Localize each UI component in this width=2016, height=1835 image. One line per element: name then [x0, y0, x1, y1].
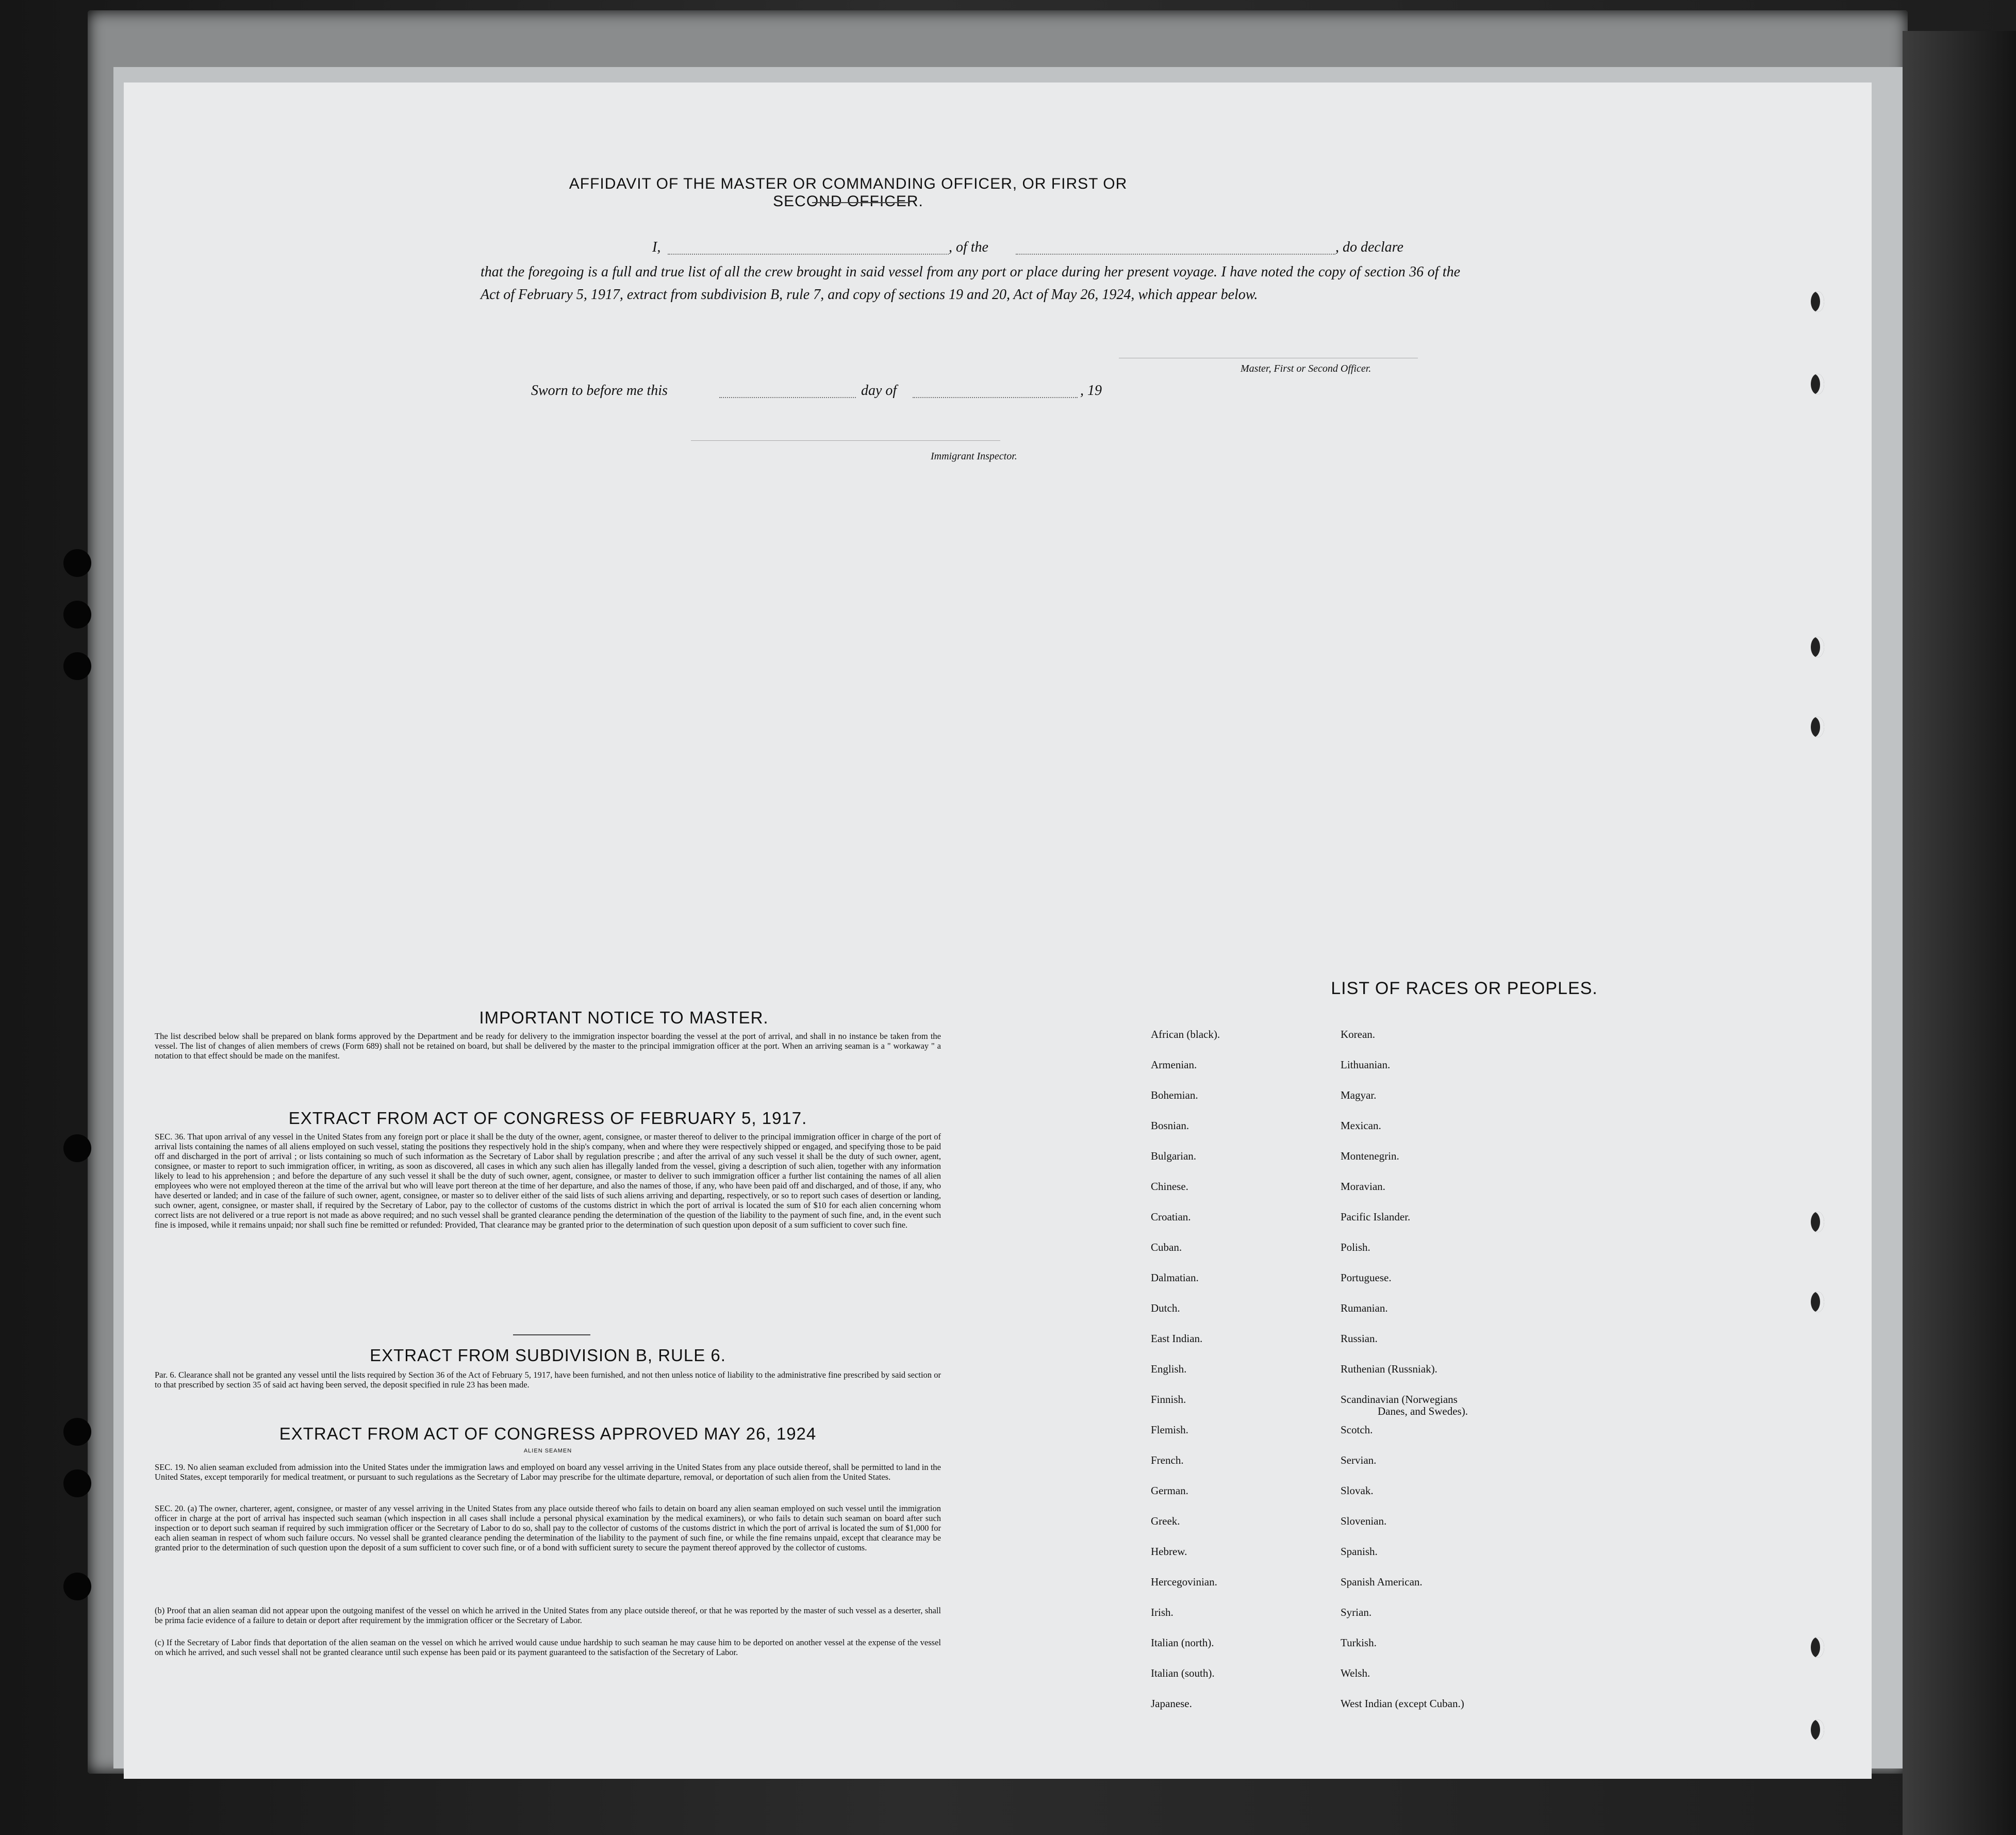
punch-hole — [63, 1573, 91, 1600]
race-item: East Indian. — [1151, 1332, 1203, 1345]
race-item: Turkish. — [1341, 1636, 1377, 1649]
race-item: Polish. — [1341, 1241, 1370, 1253]
extract-1924-sec19: SEC. 19. No alien seaman excluded from admission into the United States under the immigration laws and employed on board any vessel arriving in the United States from any place outside thereof, shall be permitted to land in the United States, except temporarily for medical treatment, or pursuant to such regulations as the Secretary of Labor may prescribe for the ultimate departure, removal, or deportation of such alien from the United States. — [155, 1462, 941, 1482]
binder-tab — [1811, 374, 1824, 394]
affidavit-line1 — [485, 236, 1464, 259]
notice-body: The list described below shall be prepared on blank forms approved by the Department and be ready for delivery to the immigration inspector boarding the vessel at the port of arrival, and shall in no instance be taken from the vessel. The list of changes of alien members of crews (Form 689) shall not be retained on board, but shall be delivered by the master to the principal immigration officer at the port. When an arriving seaman is a " workaway " a notation to that effect should be made on the manifest. — [155, 1031, 941, 1061]
extract-1924-sec20a: SEC. 20. (a) The owner, charterer, agent, consignee, or master of any vessel arriving in the United States from any place outside thereof who fails to detain on board any alien seaman employed on such vessel until the immigration officer in charge at the port of arrival has inspected such seaman (which inspection in all cases shall include a personal physical examination by the medical examiners), or who fails to detain such seaman on board after such inspection or to deport such seaman if required by such immigration officer or the Secretary of Labor to do so, shall pay to the collector of customs of the customs district in which the port of arrival is located the sum of $1,000 for each alien seaman in respect of whom such failure occurs. No vessel shall be granted clearance pending the determination of the liability to the payment of such fine, or while the fine remains unpaid, except that clearance may be granted prior to the determination of such question upon the deposit of a sum sufficient to cover such fine, or of a bond with sufficient surety to secure the payment thereof approved by the collector of customs. — [155, 1503, 941, 1552]
section-rule — [513, 1334, 590, 1335]
race-item-continuation: Danes, and Swedes). — [1378, 1405, 1468, 1417]
binder-tab — [1811, 291, 1824, 312]
race-item: Croatian. — [1151, 1211, 1191, 1223]
master-caption: Master, First or Second Officer. — [1241, 363, 1371, 374]
binder-tab — [1811, 717, 1824, 737]
binder-tab — [1811, 1212, 1824, 1232]
inspector-caption: Immigrant Inspector. — [931, 451, 1017, 462]
race-item: Mexican. — [1341, 1119, 1381, 1132]
affidavit-body: that the foregoing is a full and true list of all the crew brought in said vessel from any port or place during her present voyage. I have noted the copy of section 36 of the Act of February 5, 1917, extract from subdivision B, rule 7, and copy of sections 19 and 20, Act of May 26, 1924, which appear below. — [481, 264, 1460, 303]
vessel-field[interactable] — [1016, 254, 1335, 255]
affidavit-declare: , do declare — [1335, 239, 1403, 255]
sworn-line — [531, 379, 1253, 402]
punch-hole — [63, 652, 91, 680]
race-item: Magyar. — [1341, 1089, 1377, 1101]
extract-rule6-title: EXTRACT FROM SUBDIVISION B, RULE 6. — [370, 1346, 726, 1365]
race-item: Dutch. — [1151, 1302, 1180, 1314]
race-item: Lithuanian. — [1341, 1059, 1391, 1071]
scan-edge-strip — [1903, 31, 2016, 1835]
race-item: Scotch. — [1341, 1424, 1373, 1436]
race-item: Italian (south). — [1151, 1667, 1215, 1679]
race-item: Montenegrin. — [1341, 1150, 1399, 1162]
day-field[interactable] — [719, 397, 856, 398]
race-item: Cuban. — [1151, 1241, 1182, 1253]
affidavit-i: I, — [652, 239, 661, 255]
affidavit-page — [124, 82, 1872, 1779]
affidavit-title: AFFIDAVIT OF THE MASTER OR COMMANDING OFFICER, OR FIRST OR SECOND OFFICER. — [569, 175, 1128, 210]
race-item: Flemish. — [1151, 1424, 1188, 1436]
race-item: Bosnian. — [1151, 1119, 1189, 1132]
race-item: Hercegovinian. — [1151, 1576, 1217, 1588]
race-item: Spanish American. — [1341, 1576, 1423, 1588]
extract-1924-sec20b: (b) Proof that an alien seaman did not appear upon the outgoing manifest of the vessel on which he arrived in the United States from any place outside thereof, or that he was reported by the master of such vessel as a deserter, shall be prima facie evidence of a failure to detain or deport after requirement by the immigration officer or the Secretary of Labor. — [155, 1606, 941, 1625]
binder-tab — [1811, 1720, 1824, 1740]
extract-rule6-body: Par. 6. Clearance shall not be granted any vessel until the lists required by Section 36 of the Act of February 5, 1917, have been furnished, and not then unless notice of liability to the administrative fine prescribed by said section or to that prescribed by section 35 of said act having been served, the deposit specified in rule 23 has been made. — [155, 1370, 941, 1390]
race-item: Italian (north). — [1151, 1636, 1214, 1649]
race-item: Portuguese. — [1341, 1271, 1392, 1284]
year-label: , 19 — [1080, 383, 1102, 399]
races-title: LIST OF RACES OR PEOPLES. — [1331, 979, 1598, 998]
extract-1924-title: EXTRACT FROM ACT OF CONGRESS APPROVED MAY 26, 1924 — [279, 1424, 817, 1443]
race-item: Irish. — [1151, 1606, 1174, 1618]
punch-hole — [63, 601, 91, 629]
extract-1917-body: SEC. 36. That upon arrival of any vessel in the United States from any foreign port or place it shall be the duty of the owner, agent, consignee, or master thereof to deliver to the principal immigration officer in charge of the port of arrival lists containing the names of all aliens employed on such vessel, stating the positions they respectively hold in the ship's company, when and where they were respectively shipped or engaged, and specifying those to be paid off and discharged in the port of arrival ; or lists containing so much of such information as the Secretary of Labor shall by regulation prescribe ; and after the arrival of any such vessel it shall be the duty of such owner, agent, consignee, or master to report to such immigration officer, in writing, as soon as discovered, all cases in which any such alien has illegally landed from the vessel, giving a description of such alien, together with any information likely to lead to his apprehension ; and before the departure of any such vessel it shall be the duty of such owner, agent, consignee, or master to deliver to such immigration officer a further list containing the names of all alien employees who were not employed thereon at the time of the arrival but who will leave port thereon at the time of her departure, and also the names of those, if any, who have been paid off and discharged, and of those, if any, who have deserted or landed; and in case of the failure of such owner, agent, consignee, or master so to deliver either of the said lists of such aliens arriving and departing, respectively, or so to report such cases of desertion or landing, such owner, agent, consignee, or master shall, if required by the Secretary of Labor, pay to the collector of customs of the customs district in which the port of arrival is located the sum of $10 for each alien concerning whom correct lists are not delivered or a true report is not made as above required; and no such vessel shall be granted clearance pending the determination of the question of the liability to the payment of such fine, and, in the event such fine is imposed, while it remains unpaid; nor shall such fine be remitted or refunded: Provided, That clearance may be granted prior to the determination of such question upon deposit of a sum sufficient to cover such fine. — [155, 1132, 941, 1230]
race-item: Servian. — [1341, 1454, 1377, 1466]
race-item: Bohemian. — [1151, 1089, 1198, 1101]
race-item: Moravian. — [1341, 1180, 1385, 1193]
race-item: English. — [1151, 1363, 1187, 1375]
binder-tab — [1811, 1637, 1824, 1658]
race-item: German. — [1151, 1484, 1188, 1497]
race-item: Finnish. — [1151, 1393, 1186, 1406]
race-item: Greek. — [1151, 1515, 1180, 1527]
race-item: French. — [1151, 1454, 1184, 1466]
month-field[interactable] — [913, 397, 1078, 398]
extract-1924-sec20c: (c) If the Secretary of Labor finds that deportation of the alien seaman on the vessel on which he arrived would cause undue hardship to such seaman he may cause him to be deported on another vessel at the expense of the vessel on which he arrived, and such vessel shall not be granted clearance until such expense has been paid or its payment guaranteed to the satisfaction of the Secretary of Labor. — [155, 1638, 941, 1657]
race-item: West Indian (except Cuban.) — [1341, 1697, 1464, 1710]
name-field[interactable] — [668, 254, 949, 255]
race-item: Scandinavian (Norwegians — [1341, 1393, 1458, 1406]
race-item: Syrian. — [1341, 1606, 1372, 1618]
race-item: Japanese. — [1151, 1697, 1192, 1710]
affidavit-of-the: , of the — [949, 239, 988, 255]
extract-1924-subtitle: ALIEN SEAMEN — [523, 1448, 572, 1454]
punch-hole — [63, 549, 91, 577]
punch-hole — [63, 1469, 91, 1497]
day-of-label: day of — [861, 383, 897, 399]
binder-tab — [1811, 637, 1824, 657]
race-item: Rumanian. — [1341, 1302, 1388, 1314]
race-item: Chinese. — [1151, 1180, 1188, 1193]
race-item: Armenian. — [1151, 1059, 1197, 1071]
punch-hole — [63, 1418, 91, 1446]
race-item: African (black). — [1151, 1028, 1220, 1040]
race-item: Hebrew. — [1151, 1545, 1187, 1558]
race-item: Korean. — [1341, 1028, 1376, 1040]
inspector-signature-line[interactable] — [691, 440, 1000, 441]
race-item: Bulgarian. — [1151, 1150, 1197, 1162]
binder-tab — [1811, 1292, 1824, 1312]
punch-hole — [63, 1134, 91, 1162]
race-item: Dalmatian. — [1151, 1271, 1199, 1284]
race-item: Slovak. — [1341, 1484, 1374, 1497]
race-item: Pacific Islander. — [1341, 1211, 1411, 1223]
sworn-label: Sworn to before me this — [531, 383, 668, 399]
race-item: Spanish. — [1341, 1545, 1378, 1558]
race-item: Ruthenian (Russniak). — [1341, 1363, 1437, 1375]
race-item: Russian. — [1341, 1332, 1378, 1345]
title-rule — [812, 202, 910, 203]
notice-title: IMPORTANT NOTICE TO MASTER. — [479, 1008, 769, 1027]
race-item: Welsh. — [1341, 1667, 1370, 1679]
extract-1917-title: EXTRACT FROM ACT OF CONGRESS OF FEBRUARY 5, 1917. — [288, 1109, 807, 1128]
race-item: Slovenian. — [1341, 1515, 1387, 1527]
